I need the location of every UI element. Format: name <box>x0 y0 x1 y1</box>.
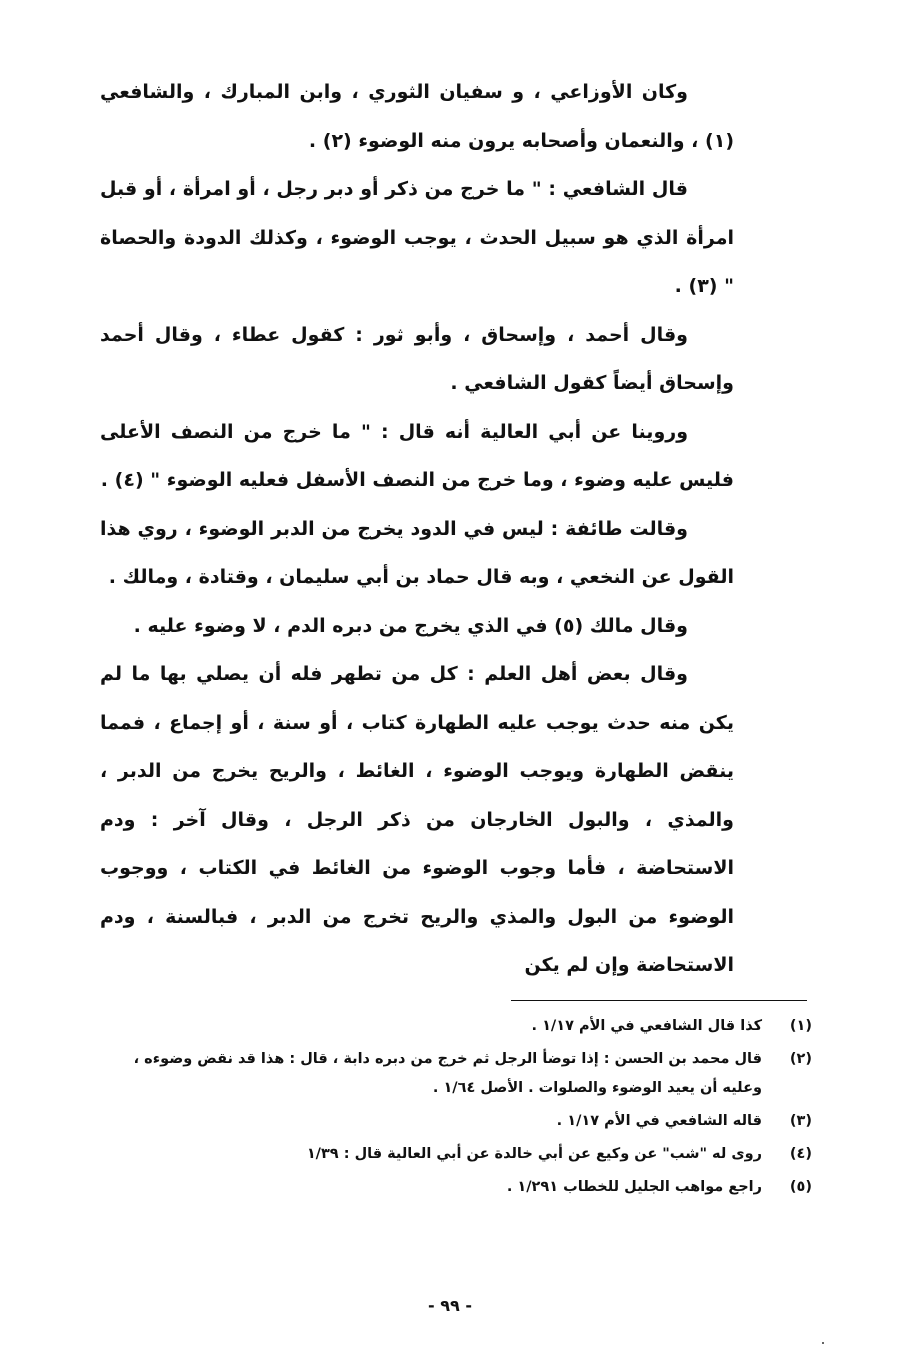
main-text-block <box>100 68 734 990</box>
paragraph-5: وقالت طائفة : ليس في الدود يخرج من الدبر الوضوء ، روي هذا القول عن النخعي ، وبه قال حماد بن أبي سليمان ، وقتادة ، ومالك . <box>100 517 734 588</box>
paragraph-6: وقال مالك (٥) في الذي يخرج من دبره الدم ، لا وضوء عليه . <box>133 614 688 637</box>
footnote-separator-line <box>511 1000 807 1001</box>
paragraph-1: وكان الأوزاعي ، و سفيان الثوري ، وابن المبارك ، والشافعي (١) ، والنعمان وأصحابه يرون منه الوضوء (٢) . <box>100 81 734 152</box>
footnote-2 <box>112 1045 812 1103</box>
footnote-number: (٤) <box>789 1146 812 1162</box>
footnote-4 <box>112 1140 812 1169</box>
paragraph-4: وروينا عن أبي العالية أنه قال : " ما خرج من النصف الأعلى فليس عليه وضوء ، وما خرج من النصف الأسفل فعليه الوضوء " (٤) . <box>100 420 734 491</box>
footnote-text: كذا قال الشافعي في الأم ١/١٧ . <box>531 1018 762 1034</box>
scan-speck <box>822 1342 824 1344</box>
footnote-number: (٥) <box>789 1179 812 1195</box>
footnote-3 <box>112 1107 812 1136</box>
paragraph-2: قال الشافعي : " ما خرج من ذكر أو دبر رجل ، أو امرأة ، أو قبل امرأة الذي هو سبيل الحدث ، يوجب الوضوء ، وكذلك الدودة والحصاة " (٣) . <box>100 178 734 297</box>
page-number: - ٩٩ - <box>428 1296 472 1315</box>
footnote-number: (٢) <box>789 1051 812 1067</box>
footnote-1 <box>112 1012 812 1041</box>
footnote-number: (١) <box>789 1018 812 1034</box>
footnotes-block <box>112 1012 812 1206</box>
footnote-5 <box>112 1173 812 1202</box>
footnote-text: قاله الشافعي في الأم ١/١٧ . <box>556 1113 762 1129</box>
footnote-number: (٣) <box>789 1113 812 1129</box>
footnote-text: قال محمد بن الحسن : إذا توضأ الرجل ثم خرج من دبره دابة ، قال : هذا قد نقض وضوءه ، وعليه أن يعيد الوضوء والصلوات . الأصل ١/٦٤ . <box>133 1051 762 1096</box>
footnote-text: راجع مواهب الجليل للخطاب ١/٢٩١ . <box>506 1179 762 1195</box>
paragraph-7: وقال بعض أهل العلم : كل من تطهر فله أن يصلي بها ما لم يكن منه حدث يوجب عليه الطهارة كتاب ، أو سنة ، أو إجماع ، فمما ينقض الطهارة ويوجب الوضوء ، الغائط ، والريح يخرج من الدبر ، والمذي ، والبول الخارجان من ذكر الرجل ، وقال آخر : ودم الاستحاضة ، فأما وجوب الوضوء من الغائط في الكتاب ، ووجوب الوضوء من البول والمذي والريح تخرج من الدبر ، فبالسنة ، ودم الاستحاضة وإن لم يكن <box>100 663 734 976</box>
paragraph-3: وقال أحمد ، وإسحاق ، وأبو ثور : كقول عطاء ، وقال أحمد وإسحاق أيضاً كقول الشافعي . <box>100 323 734 394</box>
footnote-text: روى له "شب" عن وكيع عن أبي خالدة عن أبي العالية قال : ١/٣٩ <box>306 1146 762 1162</box>
